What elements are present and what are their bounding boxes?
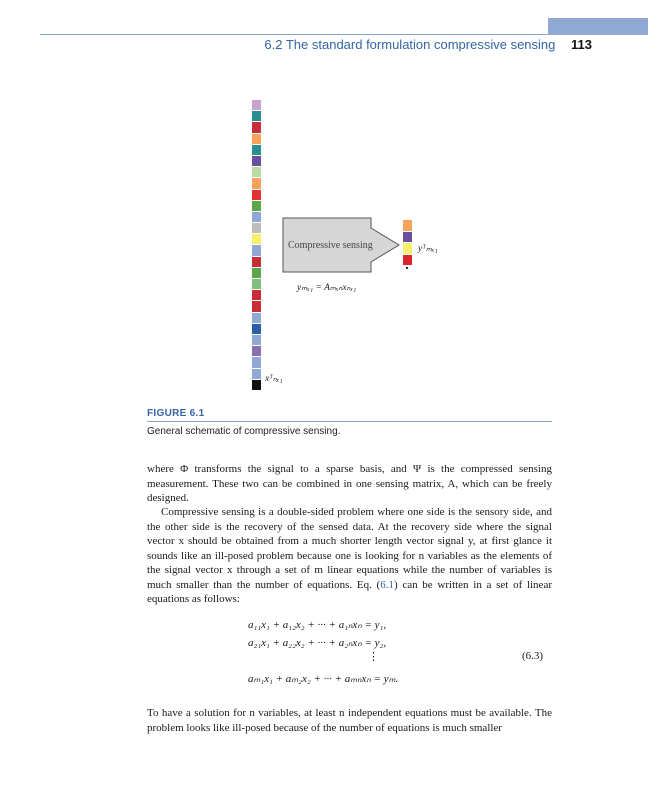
equation-number: (6.3) [522, 650, 544, 662]
arrow-label: Compressive sensing [288, 240, 373, 251]
equation-row-1: a₁₁x₁ + a₁₂x₂ + ··· + a₁ₙxₙ = y₁, [248, 619, 387, 631]
header-accent-bar [548, 18, 648, 34]
x-vector-element-23 [252, 346, 261, 357]
x-vector-element-8 [252, 178, 261, 189]
signal-vector-x [252, 100, 261, 391]
figure-caption-rule [147, 421, 552, 422]
equation-row-2: a₂₁x₁ + a₂₂x₂ + ··· + a₂ₙxₙ = y₂, [248, 637, 387, 649]
x-vector-element-21 [252, 324, 261, 335]
linear-equation-system [248, 616, 398, 688]
figure-label: FIGURE 6.1 [147, 408, 205, 419]
y-vector-element-4 [403, 255, 412, 267]
x-vector-element-14 [252, 245, 261, 256]
figure-equation: yₘₓ₁ = Aₘₓₙxₙₓ₁ [297, 283, 357, 293]
x-vector-element-25 [252, 369, 261, 380]
running-header [264, 37, 592, 52]
x-vector-element-10 [252, 201, 261, 212]
equation-row-m: aₘ₁x₁ + aₘ₂x₂ + ··· + aₘₙxₙ = yₘ. [248, 673, 399, 685]
section-title: 6.2 The standard formulation compressive sensing [264, 37, 556, 52]
x-vector-element-5 [252, 145, 261, 156]
header-rule [40, 34, 648, 35]
x-vector-element-12 [252, 223, 261, 234]
equation-reference-link[interactable]: 6.1 [380, 578, 394, 591]
x-vector-element-15 [252, 257, 261, 268]
x-vector-element-4 [252, 134, 261, 145]
paragraph-2-text: Compressive sensing is a double-sided problem where one side is the sensory side, and the other side is the recovery of the sensed data. At the recovery side where the signal vector x should be obtained from a much shorter length vector signal y, at first glance it sounds like an ill-posed problem because one is looking for n variables as the elements of the signal vector x through a set of m linear equations while the number of variables is much smaller than the number of equations. Eq. ( [147, 506, 552, 591]
x-vector-element-17 [252, 279, 261, 290]
y-vector-element-1 [403, 220, 412, 232]
paragraph-1: where Φ transforms the signal to a sparse basis, and Ψ is the compressed sensing measurement. These two can be combined in one sensing matrix, A, which can be freely designed. [147, 463, 552, 504]
measurement-vector-y [403, 220, 412, 266]
x-vector-element-6 [252, 156, 261, 167]
y-vector-element-2 [403, 232, 412, 244]
y-vector-label: yᵀₘₓ₁ [418, 244, 438, 254]
x-vector-element-19 [252, 301, 261, 312]
x-vector-element-16 [252, 268, 261, 279]
x-vector-element-9 [252, 190, 261, 201]
equation-vdots: ⋮ [368, 651, 379, 663]
paragraph-2 [147, 505, 552, 607]
x-vector-element-20 [252, 313, 261, 324]
x-vector-element-1 [252, 100, 261, 111]
paragraph-3: To have a solution for n variables, at least n independent equations must be available. The problem looks like ill-posed because of the number of equations is much smaller [147, 707, 552, 734]
x-vector-element-7 [252, 167, 261, 178]
x-vector-element-3 [252, 122, 261, 133]
y-vector-element-3 [403, 243, 412, 255]
figure-caption: General schematic of compressive sensing. [147, 426, 341, 437]
x-vector-element-22 [252, 335, 261, 346]
x-vector-element-2 [252, 111, 261, 122]
x-vector-element-13 [252, 234, 261, 245]
page-number: 113 [571, 37, 592, 52]
x-vector-element-18 [252, 290, 261, 301]
x-vector-label: xᵀₙₓ₁ [265, 374, 283, 384]
x-vector-element-11 [252, 212, 261, 223]
x-vector-element-24 [252, 357, 261, 368]
x-vector-element-26 [252, 380, 261, 391]
vector-dot [406, 267, 408, 269]
paragraph-2-text-end: ) can be written in a set of linear equations as follows: [147, 578, 552, 605]
